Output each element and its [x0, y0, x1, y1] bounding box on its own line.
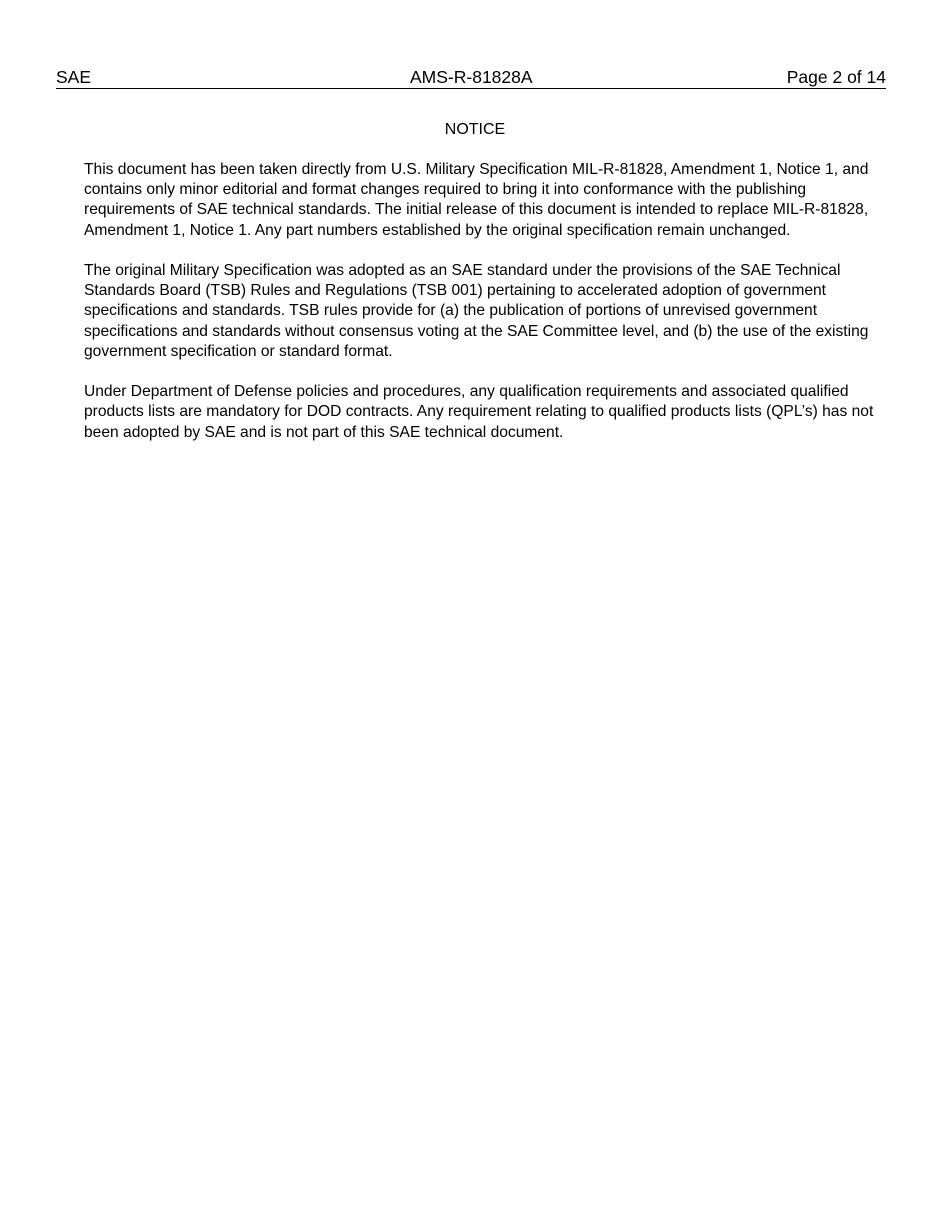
notice-paragraph-1: This document has been taken directly from U.S. Military Specification MIL-R-81828, Amendment 1, Notice 1, and contains only minor editorial and format changes required to bring it into conformance with the publishing requirements of SAE technical standards. The initial release of this document is intended to replace MIL-R-81828, Amendment 1, Notice 1. Any part numbers established by the original specification remain unchanged.	[84, 161, 869, 239]
header-organization: SAE	[56, 67, 92, 87]
notice-body	[84, 160, 874, 463]
header-document-number: AMS-R-81828A	[410, 67, 533, 87]
notice-paragraph-2: The original Military Specification was adopted as an SAE standard under the provisions of the SAE Technical Standards Board (TSB) Rules and Regulations (TSB 001) pertaining to accelerated adoption of government specifications and standards. TSB rules provide for (a) the publication of portions of unrevised government specifications and standards without consensus voting at the SAE Committee level, and (b) the use of the existing government specification or standard format.	[84, 262, 869, 360]
notice-title: NOTICE	[444, 121, 506, 138]
header-page-number: Page 2 of 14	[786, 67, 886, 87]
notice-paragraph-3: Under Department of Defense policies and procedures, any qualification requirements and associated qualified products lists are mandatory for DOD contracts. Any requirement relating to qualified products lists (QPL’s) has not been adopted by SAE and is not part of this SAE technical document.	[84, 383, 874, 441]
page-header	[56, 67, 886, 89]
